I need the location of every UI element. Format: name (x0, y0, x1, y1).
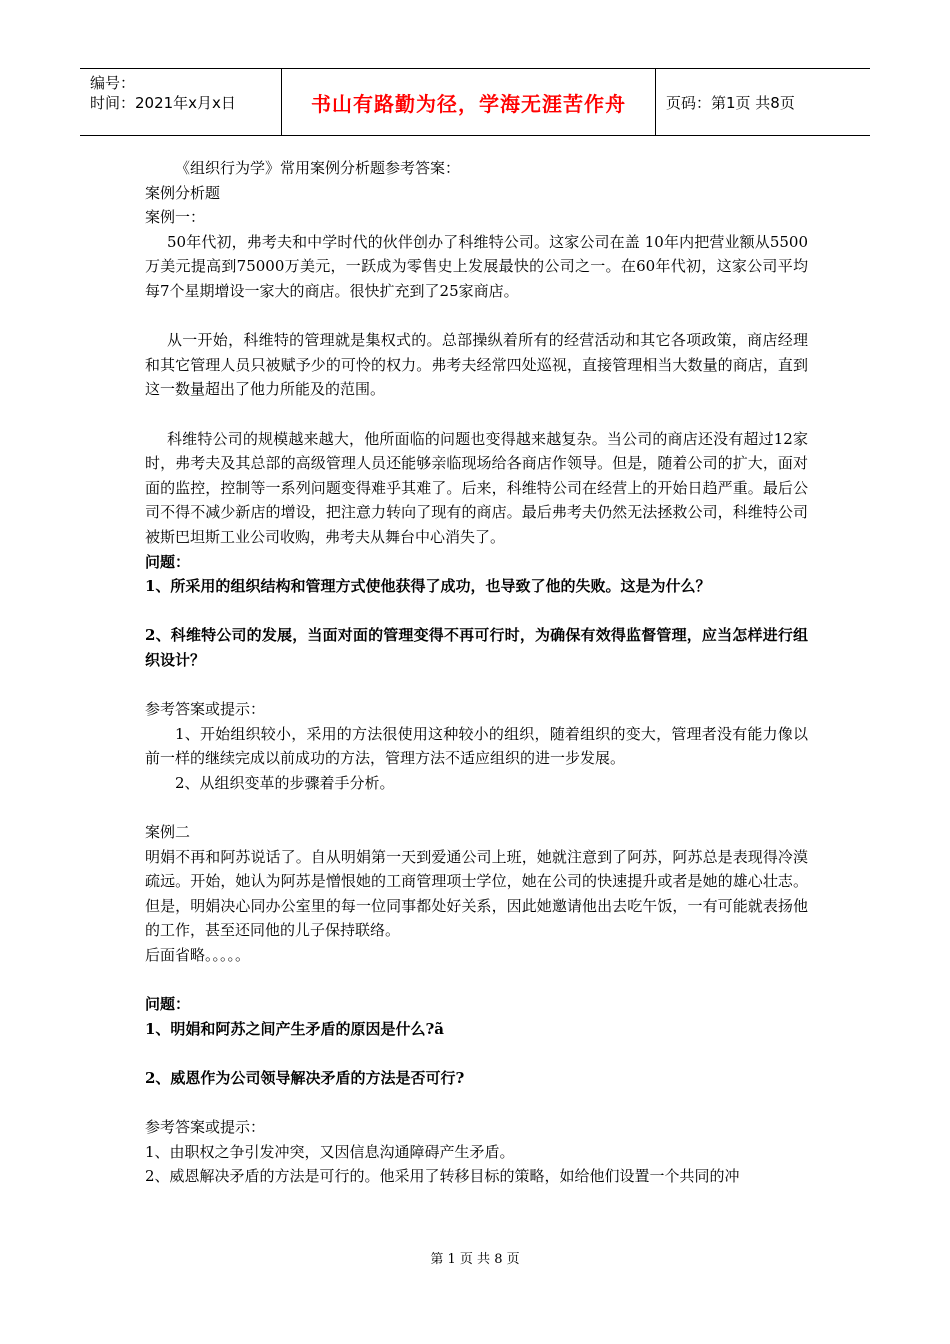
header-meta (80, 69, 282, 135)
header-motto: 书山有路勤为径，学海无涯苦作舟 (282, 69, 656, 135)
document-time-label: 时间：2021年x月x日 (90, 94, 236, 112)
case2-paragraph-1: 明娟不再和阿苏说话了。自从明娟第一天到爱通公司上班，她就注意到了阿苏，阿苏总是表现得冷漠疏远。开始，她认为阿苏是憎恨她的工商管理项士学位，她在公司的快速提升或者是她的雄心壮志。但是，明娟决心同办公室里的每一位同事都处好关系，因此她邀请他出去吃午饭，一有可能就表扬他的工作，甚至还同他的儿子保持联络。 (145, 847, 808, 940)
case1-heading: 案例一： (145, 208, 206, 227)
spacer (145, 1041, 808, 1066)
case1-answer-label: 参考答案或提示： (145, 700, 266, 719)
spacer (145, 599, 808, 624)
case2-heading: 案例二 (145, 823, 191, 842)
document-number-label: 编号： (90, 74, 136, 92)
case2-paragraph-2: 后面省略。。。。。 (145, 946, 251, 964)
spacer (145, 304, 808, 329)
spacer (145, 968, 808, 993)
spacer (145, 795, 808, 820)
case1-paragraph-2: 从一开始，科维特的管理就是集权式的。总部操纵着所有的经营活动和其它各项政策，商店经理和其它管理人员只被赋予少的可怜的权力。弗考夫经常四处巡视，直接管理相当大数量的商店，直到这一数量超出了他力所能及的范围。 (145, 331, 808, 399)
page-footer: 第 1 页 共 8 页 (430, 1252, 520, 1267)
spacer (145, 1091, 808, 1116)
page-header (80, 68, 870, 136)
case1-paragraph-1: 50年代初，弗考夫和中学时代的伙伴创办了科维特公司。这家公司在盖 10年内把营业额从5500万美元提高到75000万美元，一跃成为零售史上发展最快的公司之一。在60年代初，这家公司平均每7个星期增设一家大的商店。很快扩充到了25家商店。 (145, 232, 808, 300)
case1-question-1: 1、所采用的组织结构和管理方式使他获得了成功，也导致了他的失败。这是为什么？ (145, 577, 711, 596)
document-body (145, 156, 808, 1189)
case2-answer-1: 1、由职权之争引发冲突，又因信息沟通障碍产生矛盾。 (145, 1142, 515, 1161)
section-heading: 案例分析题 (145, 183, 221, 202)
document-title: 《组织行为学》常用案例分析题参考答案： (175, 159, 461, 177)
case1-question-2: 2、科维特公司的发展，当面对面的管理变得不再可行时，为确保有效得监督管理，应当怎样进行组织设计？ (145, 626, 808, 669)
header-page-number: 页码：第1页 共8页 (666, 93, 795, 112)
case2-question-1: 1、明娟和阿苏之间产生矛盾的原因是什么?ã (145, 1019, 444, 1038)
case1-question-label: 问题： (145, 552, 191, 571)
case1-answer-1: 1、开始组织较小，采用的方法很使用这种较小的组织，随着组织的变大，管理者没有能力像以前一样的继续完成以前成功的方法，管理方法不适应组织的进一步发展。 (145, 724, 808, 768)
case2-answer-2: 2、威恩解决矛盾的方法是可行的。他采用了转移目标的策略，如给他们设置一个共同的冲 (145, 1167, 740, 1186)
case2-answer-label: 参考答案或提示： (145, 1118, 266, 1137)
case2-question-2: 2、威恩作为公司领导解决矛盾的方法是否可行? (145, 1068, 465, 1087)
case1-answer-2: 2、从组织变革的步骤着手分析。 (175, 773, 395, 792)
case2-question-label: 问题： (145, 995, 191, 1014)
spacer (145, 402, 808, 427)
case1-paragraph-3: 科维特公司的规模越来越大，他所面临的问题也变得越来越复杂。当公司的商店还没有超过12家时，弗考夫及其总部的高级管理人员还能够亲临现场给各商店作领导。但是，随着公司的扩大，面对面的监控，控制等一系列问题变得难乎其难了。后来，科维特公司在经营上的开始日趋严重。最后公司不得不减少新店的增设，把注意力转向了现有的商店。最后弗考夫仍然无法拯救公司，科维特公司被斯巴坦斯工业公司收购，弗考夫从舞台中心消失了。 (145, 429, 808, 546)
spacer (145, 672, 808, 697)
